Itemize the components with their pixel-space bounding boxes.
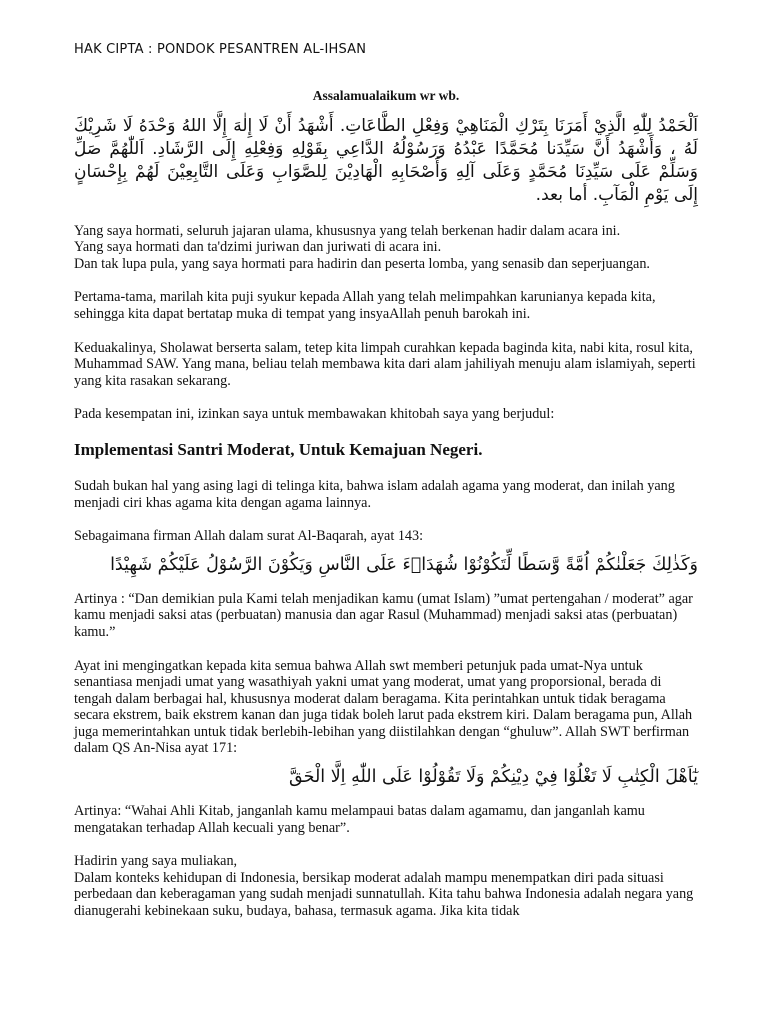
copyright-header: HAK CIPTA : PONDOK PESANTREN AL-IHSAN [74, 42, 367, 57]
respect-line-hadirin: Dan tak lupa pula, yang saya hormati para hadirin dan peserta lomba, yang senasib dan seperjuangan. [74, 255, 650, 272]
translation-al-baqarah: Artinya : “Dan demikian pula Kami telah menjadikan kamu (umat Islam) ”umat pertengahan / moderat” agar kamu menjadi saksi atas (perbuatan) manusia dan agar Rasul (Muhammad) menjadi saksi atas (perbuatan) kamu.” [74, 590, 693, 640]
greeting: Assalamualaikum wr wb. [312, 88, 460, 103]
paragraph-pertama: Pertama-tama, marilah kita puji syukur kepada Allah yang telah melimpahkan karunianya kepada kita, sehingga kita dapat bertatap muka di tempat yang insyaAllah penuh barokah ini. [74, 289, 656, 322]
paragraph-moderat: Sudah bukan hal yang asing lagi di telinga kita, bahwa islam adalah agama yang moderat, dan inilah yang menjadi ciri khas agama kita dengan agama lainnya. [74, 477, 675, 511]
arabic-opening-prayer: اَلْحَمْدُ لِلّٰهِ الَّذِيْ أَمَرَنَا بِتَرْكِ الْمَنَاهِيْ وَفِعْلِ الطَّاعَاتِ. أَشْهَدُ أَنْ لَا إِلٰهَ إِلَّا اللهُ وَحْدَهُ لَا شَرِيْكَ لَهُ ، وَأَشْهَدُ أَنَّ سَيِّدَنا مُحَمَّدًا عَبْدُهُ وَرَسُوْلُهُ الدَّاعِي بِقَوْلِهِ وَفِعْلِهِ إِلَى الرَّشَادِ. اَللّٰهُمَّ صَلِّ وَسَلِّمْ عَلَى سَيِّدِنَا مُحَمَّدٍ وَعَلَى آلِهِ وَأَصْحَابِهِ الْهَادِيْنَ لِلصَّوَابِ وَعَلَى التَّابِعِيْنَ لَهُمْ بِإِحْسَانٍ إِلَى يَوْمِ الْمَآبِ. أما بعد. [74, 115, 698, 205]
paragraph-kedua: Keduakalinya, Sholawat berserta salam, tetep kita limpah curahkan kepada baginda kita, nabi kita, rosul kita, Muhammad SAW. Yang mana, beliau telah membawa kita dari alam jahiliyah menuju alam islamiyah, seperti yang kita rasakan sekarang. [74, 339, 696, 389]
paragraph-kesempatan: Pada kesempatan ini, izinkan saya untuk membawakan khitobah saya yang berjudul: [74, 406, 555, 423]
speech-body [74, 88, 698, 920]
paragraph-firman: Sebagaimana firman Allah dalam surat Al-Baqarah, ayat 143: [74, 528, 424, 545]
verse-an-nisa-171: يٰٓاَهْلَ الْكِتٰبِ لَا تَغْلُوْا فِيْ دِيْنِكُمْ وَلَا تَقُوْلُوْا عَلَى اللّٰهِ اِلَّا الْحَقَّ [289, 767, 698, 788]
respect-line-ulama: Yang saya hormati, seluruh jajaran ulama, khususnya yang telah berkenan hadir dalam acara ini. [74, 222, 621, 239]
speech-title: Implementasi Santri Moderat, Untuk Kemajuan Negeri. [74, 439, 483, 459]
translation-an-nisa: Artinya: “Wahai Ahli Kitab, janganlah kamu melampaui batas dalam agamamu, dan janganlah kamu mengatakan terhadap Allah kecuali yang benar”. [74, 803, 645, 836]
hadirin-salutation: Hadirin yang saya muliakan, [74, 853, 238, 870]
paragraph-konteks: Dalam konteks kehidupan di Indonesia, bersikap moderat adalah mampu menempatkan diri pada situasi perbedaan dan keberagaman yang sudah menjadi sunnatullah. Kita tahu bahwa Indonesia adalah negara yang dianugerahi kebinekaan suku, budaya, bahasa, termasuk agama. Jika kita tidak [74, 869, 694, 920]
paragraph-ayat: Ayat ini mengingatkan kepada kita semua bahwa Allah swt memberi petunjuk pada umat-Nya untuk senantiasa menjadi umat yang wasathiyah yakni umat yang moderat, umat yang proporsional, berada di tengah dalam berbagai hal, khususnya moderat dalam beragama. Kita perintahkan untuk tidak beragama secara ekstrem, baik ekstrem kanan dan juga tidak boleh larut pada ekstrem kiri. Dalam beragama pun, Allah juga memerintahkan untuk tidak berlebih-lebihan yang diistilahkan dengan “ghuluw”. Allah SWT berfirman dalam QS An-Nisa ayat 171: [74, 657, 693, 757]
verse-al-baqarah-143: وَكَذٰلِكَ جَعَلْنٰكُمْ اُمَّةً وَّسَطًا لِّتَكُوْنُوْا شُهَدَاۤءَ عَلَى النَّاسِ وَيَكُوْنَ الرَّسُوْلُ عَلَيْكُمْ شَهِيْدًا [110, 554, 698, 575]
respect-line-juri: Yang saya hormati dan ta'dzimi juriwan dan juriwati di acara ini. [74, 239, 442, 256]
